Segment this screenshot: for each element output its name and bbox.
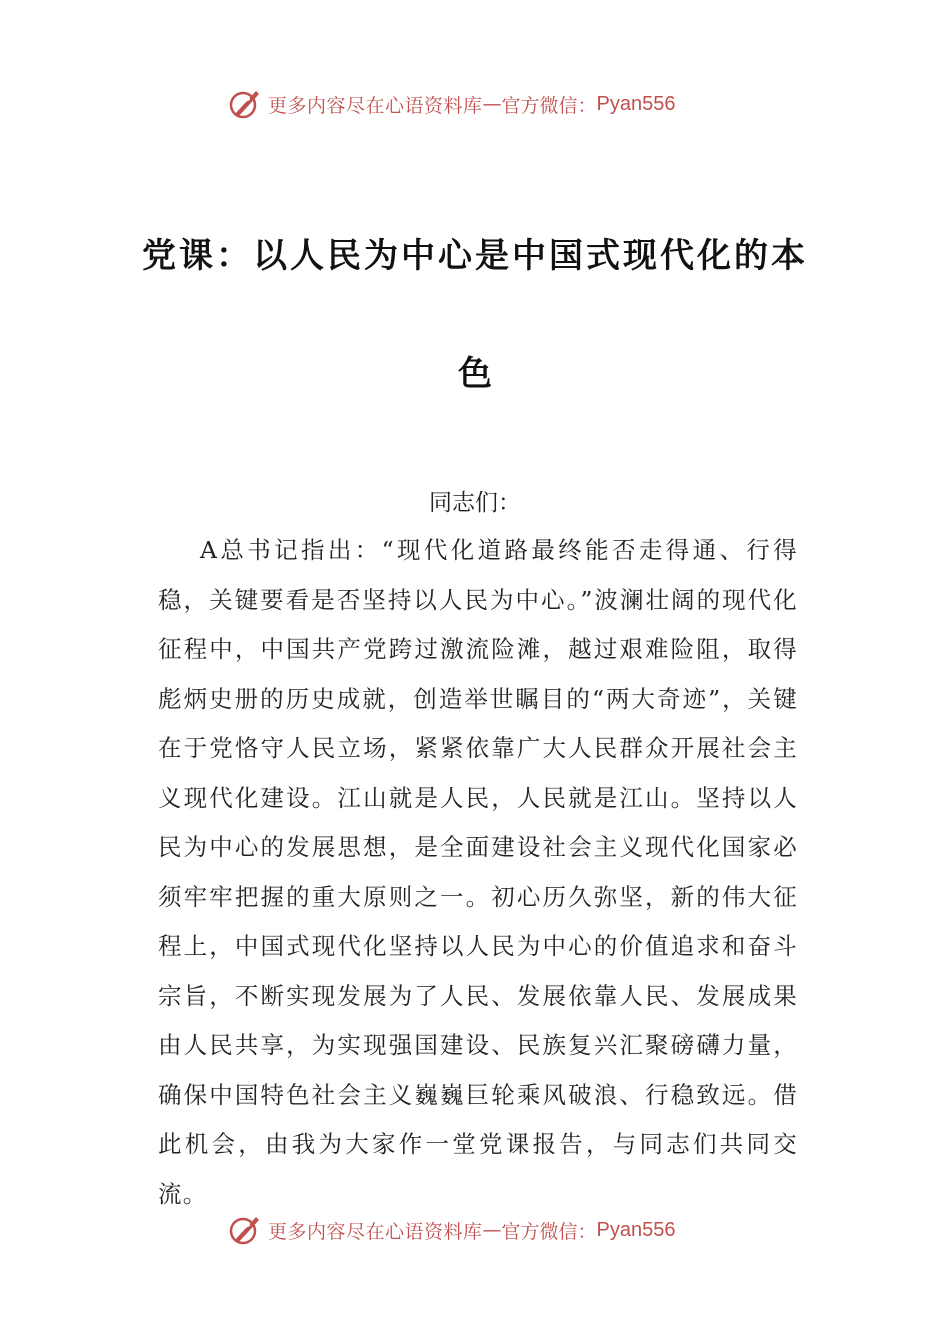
watermark-sub-text: 官方微信： bbox=[501, 1220, 597, 1243]
watermark-header bbox=[228, 84, 676, 124]
page-title-line1: 党课：以人民为中心是中国式现代化的本 bbox=[142, 236, 808, 276]
watermark-wechat-id: Pyan556 bbox=[596, 92, 676, 115]
quill-logo-icon bbox=[228, 1213, 262, 1247]
greeting: 同志们： bbox=[429, 490, 521, 516]
page-title-line2: 色 bbox=[458, 354, 492, 394]
watermark-main-text: 更多内容尽在心语资料库 bbox=[268, 1220, 483, 1243]
watermark-main-text: 更多内容尽在心语资料库 bbox=[268, 94, 483, 117]
watermark-footer bbox=[228, 1210, 676, 1250]
body-paragraph: A总书记指出：“现代化道路最终能否走得通、行得稳，关键要看是否坚持以人民为中心。”波澜壮阔的现代化征程中，中国共产党跨过激流险滩，越过艰难险阻，取得彪炳史册的历史成就，创造举世瞩目的“两大奇迹”，关键在于党恪守人民立场，紧紧依靠广大人民群众开展社会主义现代化建设。江山就是人民，人民就是江山。坚持以人民为中心的发展思想，是全面建设社会主义现代化国家必须牢牢把握的重大原则之一。初心历久弥坚，新的伟大征程上，中国式现代化坚持以人民为中心的价值追求和奋斗宗旨，不断实现发展为了人民、发展依靠人民、发展成果由人民共享，为实现强国建设、民族复兴汇聚磅礴力量，确保中国特色社会主义巍巍巨轮乘风破浪、行稳致远。借此机会，由我为大家作一堂党课报告，与同志们共同交流。 bbox=[158, 536, 798, 1208]
watermark-sub-text: 官方微信： bbox=[501, 94, 597, 117]
watermark-dash: — bbox=[482, 1219, 502, 1241]
quill-logo-icon bbox=[228, 87, 262, 121]
watermark-dash: — bbox=[482, 93, 502, 115]
watermark-wechat-id: Pyan556 bbox=[596, 1218, 676, 1241]
